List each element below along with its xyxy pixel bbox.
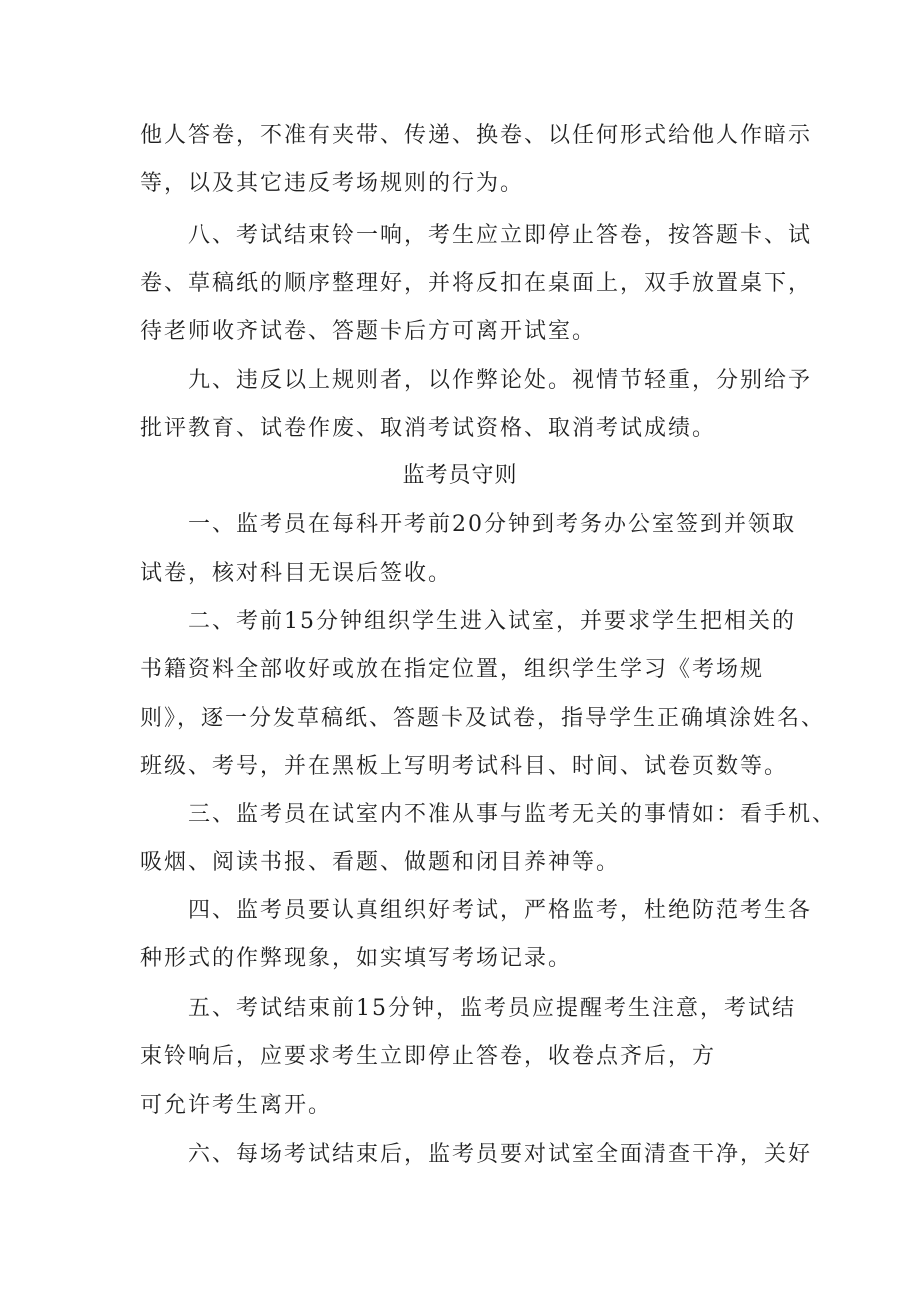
text-line: 八、考试结束铃一响，考生应立即停止答卷，按答题卡、试	[188, 223, 813, 248]
text-line: 等，以及其它违反考场规则的行为。	[140, 171, 525, 196]
rule-line: 可允许考生离开。	[140, 1093, 333, 1118]
rule-line: 六、每场考试结束后，监考员要对试室全面清查干净，关好	[188, 1142, 813, 1167]
rule-line: 则》，逐一分发草稿纸、答题卡及试卷，指导学生正确填涂姓名、	[140, 706, 826, 731]
text-line: 批评教育、试卷作废、取消考试资格、取消考试成绩。	[140, 416, 717, 441]
text-line: 待老师收齐试卷、答题卡后方可离开试室。	[140, 319, 597, 344]
rule-line: 试卷，核对科目无误后签收。	[140, 561, 453, 586]
rule-line: 三、监考员在试室内不准从事与监考无关的事情如：看手机、	[188, 802, 837, 827]
rule-line: 一、监考员在每科开考前20分钟到考务办公室签到并领取	[188, 512, 796, 537]
rule-line: 束铃响后，应要求考生立即停止答卷，收卷点齐后，方	[140, 1044, 717, 1069]
text-line: 他人答卷，不准有夹带、传递、换卷、以任何形式给他人作暗示	[140, 123, 813, 148]
rule-line: 吸烟、阅读书报、看题、做题和闭目养神等。	[140, 850, 621, 875]
text-line: 九、违反以上规则者，以作弊论处。视情节轻重，分别给予	[188, 368, 813, 393]
rule-line: 书籍资料全部收好或放在指定位置，组织学生学习《考场规	[140, 657, 765, 682]
rule-line: 四、监考员要认真组织好考试，严格监考，杜绝防范考生各	[188, 898, 813, 923]
rule-line: 班级、考号，并在黑板上写明考试科目、时间、试卷页数等。	[140, 754, 789, 779]
rule-line: 种形式的作弊现象，如实填写考场记录。	[140, 946, 573, 971]
rule-line: 二、考前15分钟组织学生进入试室，并要求学生把相关的	[188, 609, 796, 634]
rule-line: 五、考试结束前15分钟，监考员应提醒考生注意，考试结	[188, 996, 796, 1021]
section-title: 监考员守则	[402, 463, 518, 488]
text-line: 卷、草稿纸的顺序整理好，并将反扣在桌面上，双手放置桌下，	[140, 271, 813, 296]
